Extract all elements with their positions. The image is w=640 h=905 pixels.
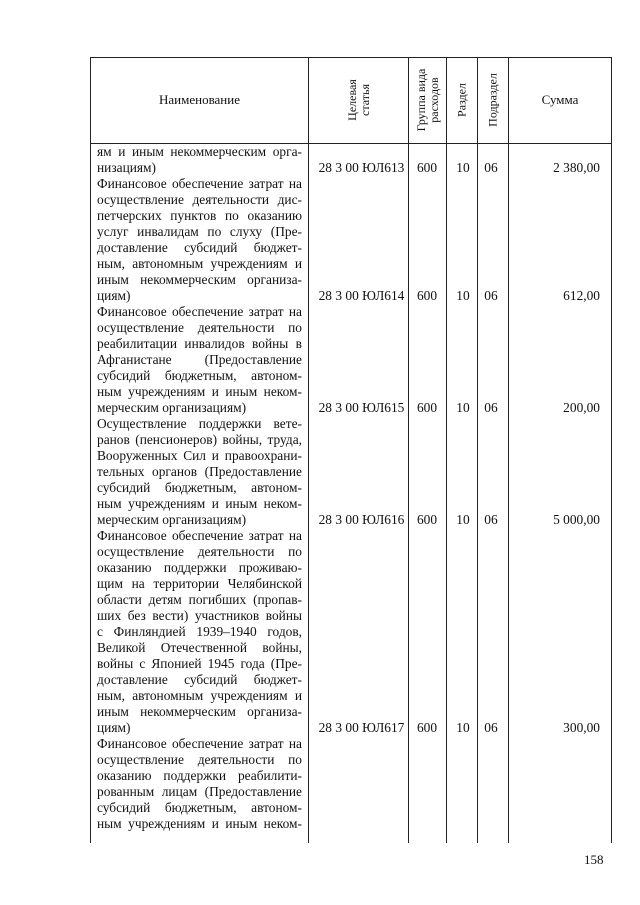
- row-subsection: 06: [484, 400, 498, 415]
- header-group-cell: [409, 57, 446, 143]
- row-sum: 612,00: [563, 288, 600, 303]
- name-line: низациям): [97, 160, 156, 175]
- row-code: 28 3 00 ЮЛ616: [318, 512, 405, 527]
- name-line: осуществление деятельности по: [97, 320, 302, 335]
- row-sum: 300,00: [563, 720, 600, 735]
- row-subsection: 06: [484, 160, 498, 175]
- name-line: ранов (пенсионеров) войны, труда,: [97, 432, 302, 447]
- row-subsection: 06: [484, 288, 498, 303]
- name-line: Финансовое обеспечение затрат на: [97, 736, 302, 751]
- row-section: 10: [456, 512, 470, 527]
- row-subsection: 06: [484, 512, 498, 527]
- name-line: иным некоммерческим организа-: [97, 272, 302, 287]
- column-divider: [446, 57, 447, 843]
- table-left-border: [90, 57, 91, 843]
- name-line: циям): [97, 720, 131, 735]
- name-line: области детям погибших (пропав-: [97, 592, 302, 607]
- name-line: рованным лицам (Предоставление: [97, 784, 302, 799]
- name-line: ным, автономным учреждениям и: [97, 256, 302, 271]
- budget-table: [90, 57, 612, 843]
- row-sum: 2 380,00: [553, 160, 600, 175]
- name-line: оказанию поддержки реабилити-: [97, 768, 302, 783]
- name-line: доставление субсидий бюджет-: [97, 240, 302, 255]
- name-line: осуществление деятельности по: [97, 544, 302, 559]
- row-sum: 5 000,00: [553, 512, 600, 527]
- header-subsection: Подраздел: [485, 73, 500, 127]
- name-line: Финансовое обеспечение затрат на: [97, 304, 302, 319]
- name-line: Финансовое обеспечение затрат на: [97, 528, 302, 543]
- header-section: Раздел: [454, 83, 469, 117]
- name-line: реабилитации инвалидов войны в: [97, 336, 302, 351]
- name-line: субсидий бюджетным, автоном-: [97, 800, 302, 815]
- name-line: Великой Отечественной войны,: [97, 640, 302, 655]
- row-group: 600: [416, 160, 438, 175]
- header-target-cell: [309, 57, 408, 143]
- header-target-line2: статья: [357, 84, 372, 116]
- name-line: ным учреждениям и иным неком-: [97, 384, 302, 399]
- name-line: Вооруженных Сил и правоохрани-: [97, 448, 302, 463]
- table-right-border: [611, 57, 612, 843]
- header-subsection-cell: [478, 57, 508, 143]
- row-subsection: 06: [484, 720, 498, 735]
- row-group: 600: [416, 720, 438, 735]
- name-line: иным некоммерческим организа-: [97, 704, 302, 719]
- name-line: Финансовое обеспечение затрат на: [97, 176, 302, 191]
- row-group: 600: [416, 288, 438, 303]
- row-sum: 200,00: [563, 400, 600, 415]
- name-line: оказанию поддержки проживаю-: [97, 560, 302, 575]
- header-sum-cell: [509, 57, 611, 143]
- row-section: 10: [456, 160, 470, 175]
- name-line: войны с Японией 1945 года (Пре-: [97, 656, 302, 671]
- row-code: 28 3 00 ЮЛ613: [318, 160, 405, 175]
- row-group: 600: [416, 512, 438, 527]
- row-code: 28 3 00 ЮЛ615: [318, 400, 405, 415]
- header-group-line1: Группа вида: [413, 68, 428, 132]
- page-number: 158: [584, 852, 604, 867]
- header-name: Наименование: [159, 92, 240, 107]
- name-line: ным учреждениям и иным неком-: [97, 816, 302, 831]
- name-line: Афганистане (Предоставление: [97, 352, 302, 367]
- name-line: субсидий бюджетным, автоном-: [97, 368, 302, 383]
- name-line: Осуществление поддержки вете-: [97, 416, 302, 431]
- header-sum: Сумма: [541, 92, 579, 107]
- header-target-line1: Целевая: [344, 79, 359, 121]
- row-code: 28 3 00 ЮЛ614: [318, 288, 405, 303]
- name-line: с Финляндией 1939–1940 годов,: [97, 624, 302, 639]
- name-line: субсидий бюджетным, автоном-: [97, 480, 302, 495]
- row-code: 28 3 00 ЮЛ617: [318, 720, 405, 735]
- name-line: ям и иным некоммерческим орга-: [97, 144, 302, 159]
- name-line: мерческим организациям): [97, 512, 247, 527]
- name-line: ших без вести) участников войны: [97, 608, 302, 623]
- header-name-cell: [91, 57, 308, 143]
- name-line: осуществление деятельности дис-: [97, 192, 302, 207]
- header-section-cell: [447, 57, 477, 143]
- column-divider: [308, 57, 309, 843]
- row-section: 10: [456, 720, 470, 735]
- name-line: услуг инвалидам по слуху (Пре-: [97, 224, 302, 239]
- name-line: осуществление деятельности по: [97, 752, 302, 767]
- header-group-line2: расходов: [426, 77, 441, 123]
- column-divider: [408, 57, 409, 843]
- name-line: ным, автономным учреждениям и: [97, 688, 302, 703]
- row-section: 10: [456, 288, 470, 303]
- name-line: мерческим организациям): [97, 400, 247, 415]
- name-line: ным учреждениям и иным неком-: [97, 496, 302, 511]
- name-line: циям): [97, 288, 131, 303]
- name-line: тельных органов (Предоставление: [97, 464, 302, 479]
- row-section: 10: [456, 400, 470, 415]
- name-line: щим на территории Челябинской: [97, 576, 302, 591]
- name-line: доставление субсидий бюджет-: [97, 672, 302, 687]
- column-divider: [508, 57, 509, 843]
- name-line: петчерских пунктов по оказанию: [97, 208, 302, 223]
- row-group: 600: [416, 400, 438, 415]
